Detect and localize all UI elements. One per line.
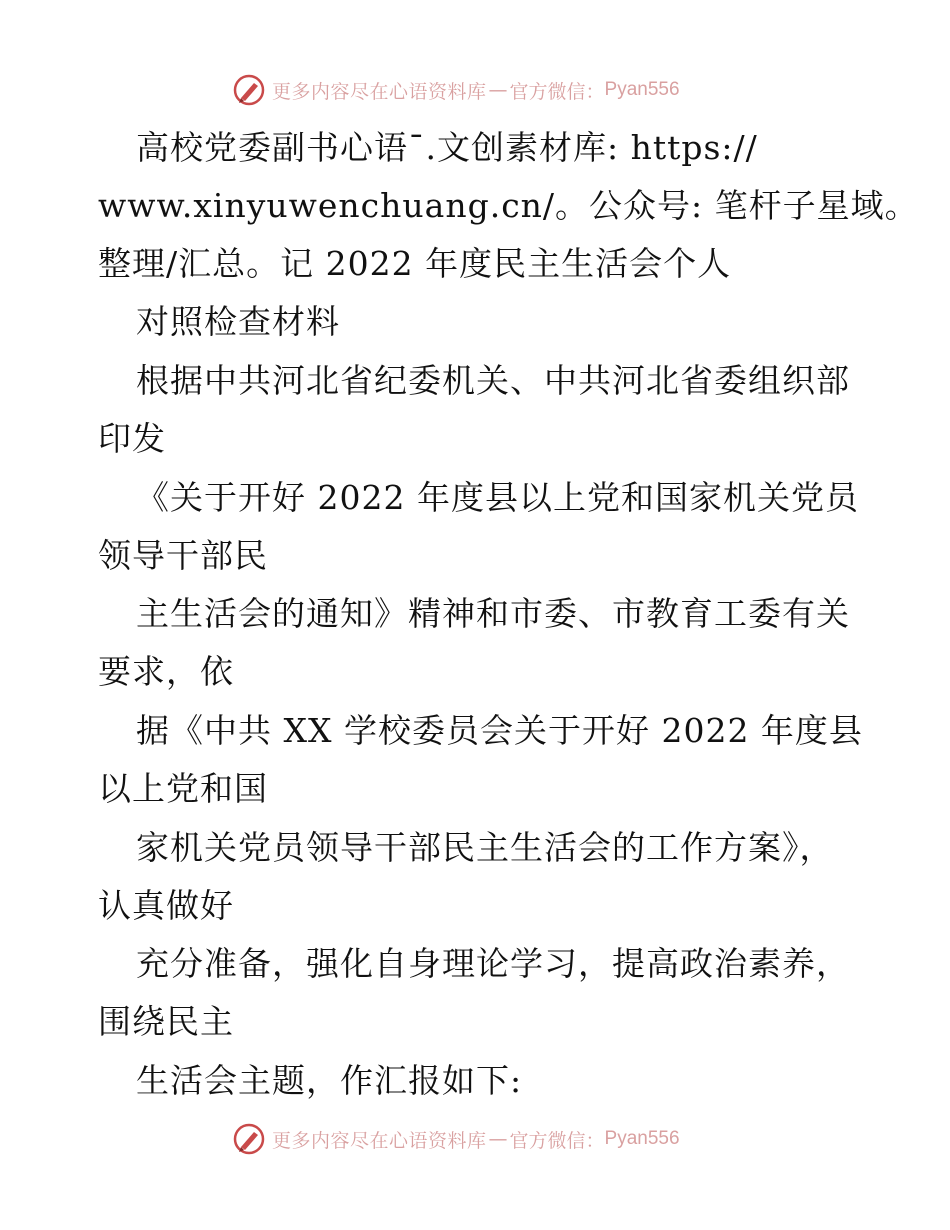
body-line-11: 据《中共 XX 学校委员会关于开好 2022 年度县 [136, 711, 863, 750]
body-line-8: 领导干部民 [98, 536, 268, 575]
watermark-wechat-id: Pyan556 [604, 79, 680, 100]
watermark-text: 更多内容尽在心语资料库 [272, 80, 487, 103]
body-line-16: 围绕民主 [98, 1002, 234, 1041]
body-line-6: 印发 [98, 419, 166, 458]
pen-logo-icon [232, 1122, 266, 1156]
body-line-10: 要求，依 [98, 652, 234, 691]
body-line-2: www.xinyuwenchuang.cn/。公众号: 笔杆子星域。 [98, 186, 919, 225]
body-line-5: 根据中共河北省纪委机关、中共河北省委组织部 [136, 361, 850, 400]
body-line-14: 认真做好 [98, 886, 234, 925]
body-line-7: 《关于开好 2022 年度县以上党和国家机关党员 [136, 478, 859, 517]
pen-logo-icon [232, 73, 266, 107]
watermark-wechat-label: 官方微信： [509, 1129, 605, 1152]
watermark-text: 更多内容尽在心语资料库 [272, 1129, 487, 1152]
header-watermark [232, 72, 680, 108]
body-line-3: 整理/汇总。记 2022 年度民主生活会个人 [98, 244, 732, 283]
body-line-15: 充分准备，强化自身理论学习，提高政治素养， [136, 944, 850, 983]
body-line-4: 对照检查材料 [136, 302, 340, 341]
body-line-9: 主生活会的通知》精神和市委、市教育工委有关 [136, 594, 850, 633]
watermark-dash: — [488, 79, 508, 101]
watermark-dash: — [488, 1128, 508, 1150]
body-line-17: 生活会主题，作汇报如下: [136, 1061, 523, 1100]
body-line-12: 以上党和国 [98, 769, 268, 808]
body-line-13: 家机关党员领导干部民主生活会的工作方案》， [136, 828, 834, 867]
watermark-wechat-label: 官方微信： [509, 80, 605, 103]
watermark-wechat-id: Pyan556 [604, 1128, 680, 1149]
body-line-1: 高校党委副书心语¯.文创素材库: https:// [136, 128, 758, 167]
footer-watermark [232, 1121, 680, 1157]
